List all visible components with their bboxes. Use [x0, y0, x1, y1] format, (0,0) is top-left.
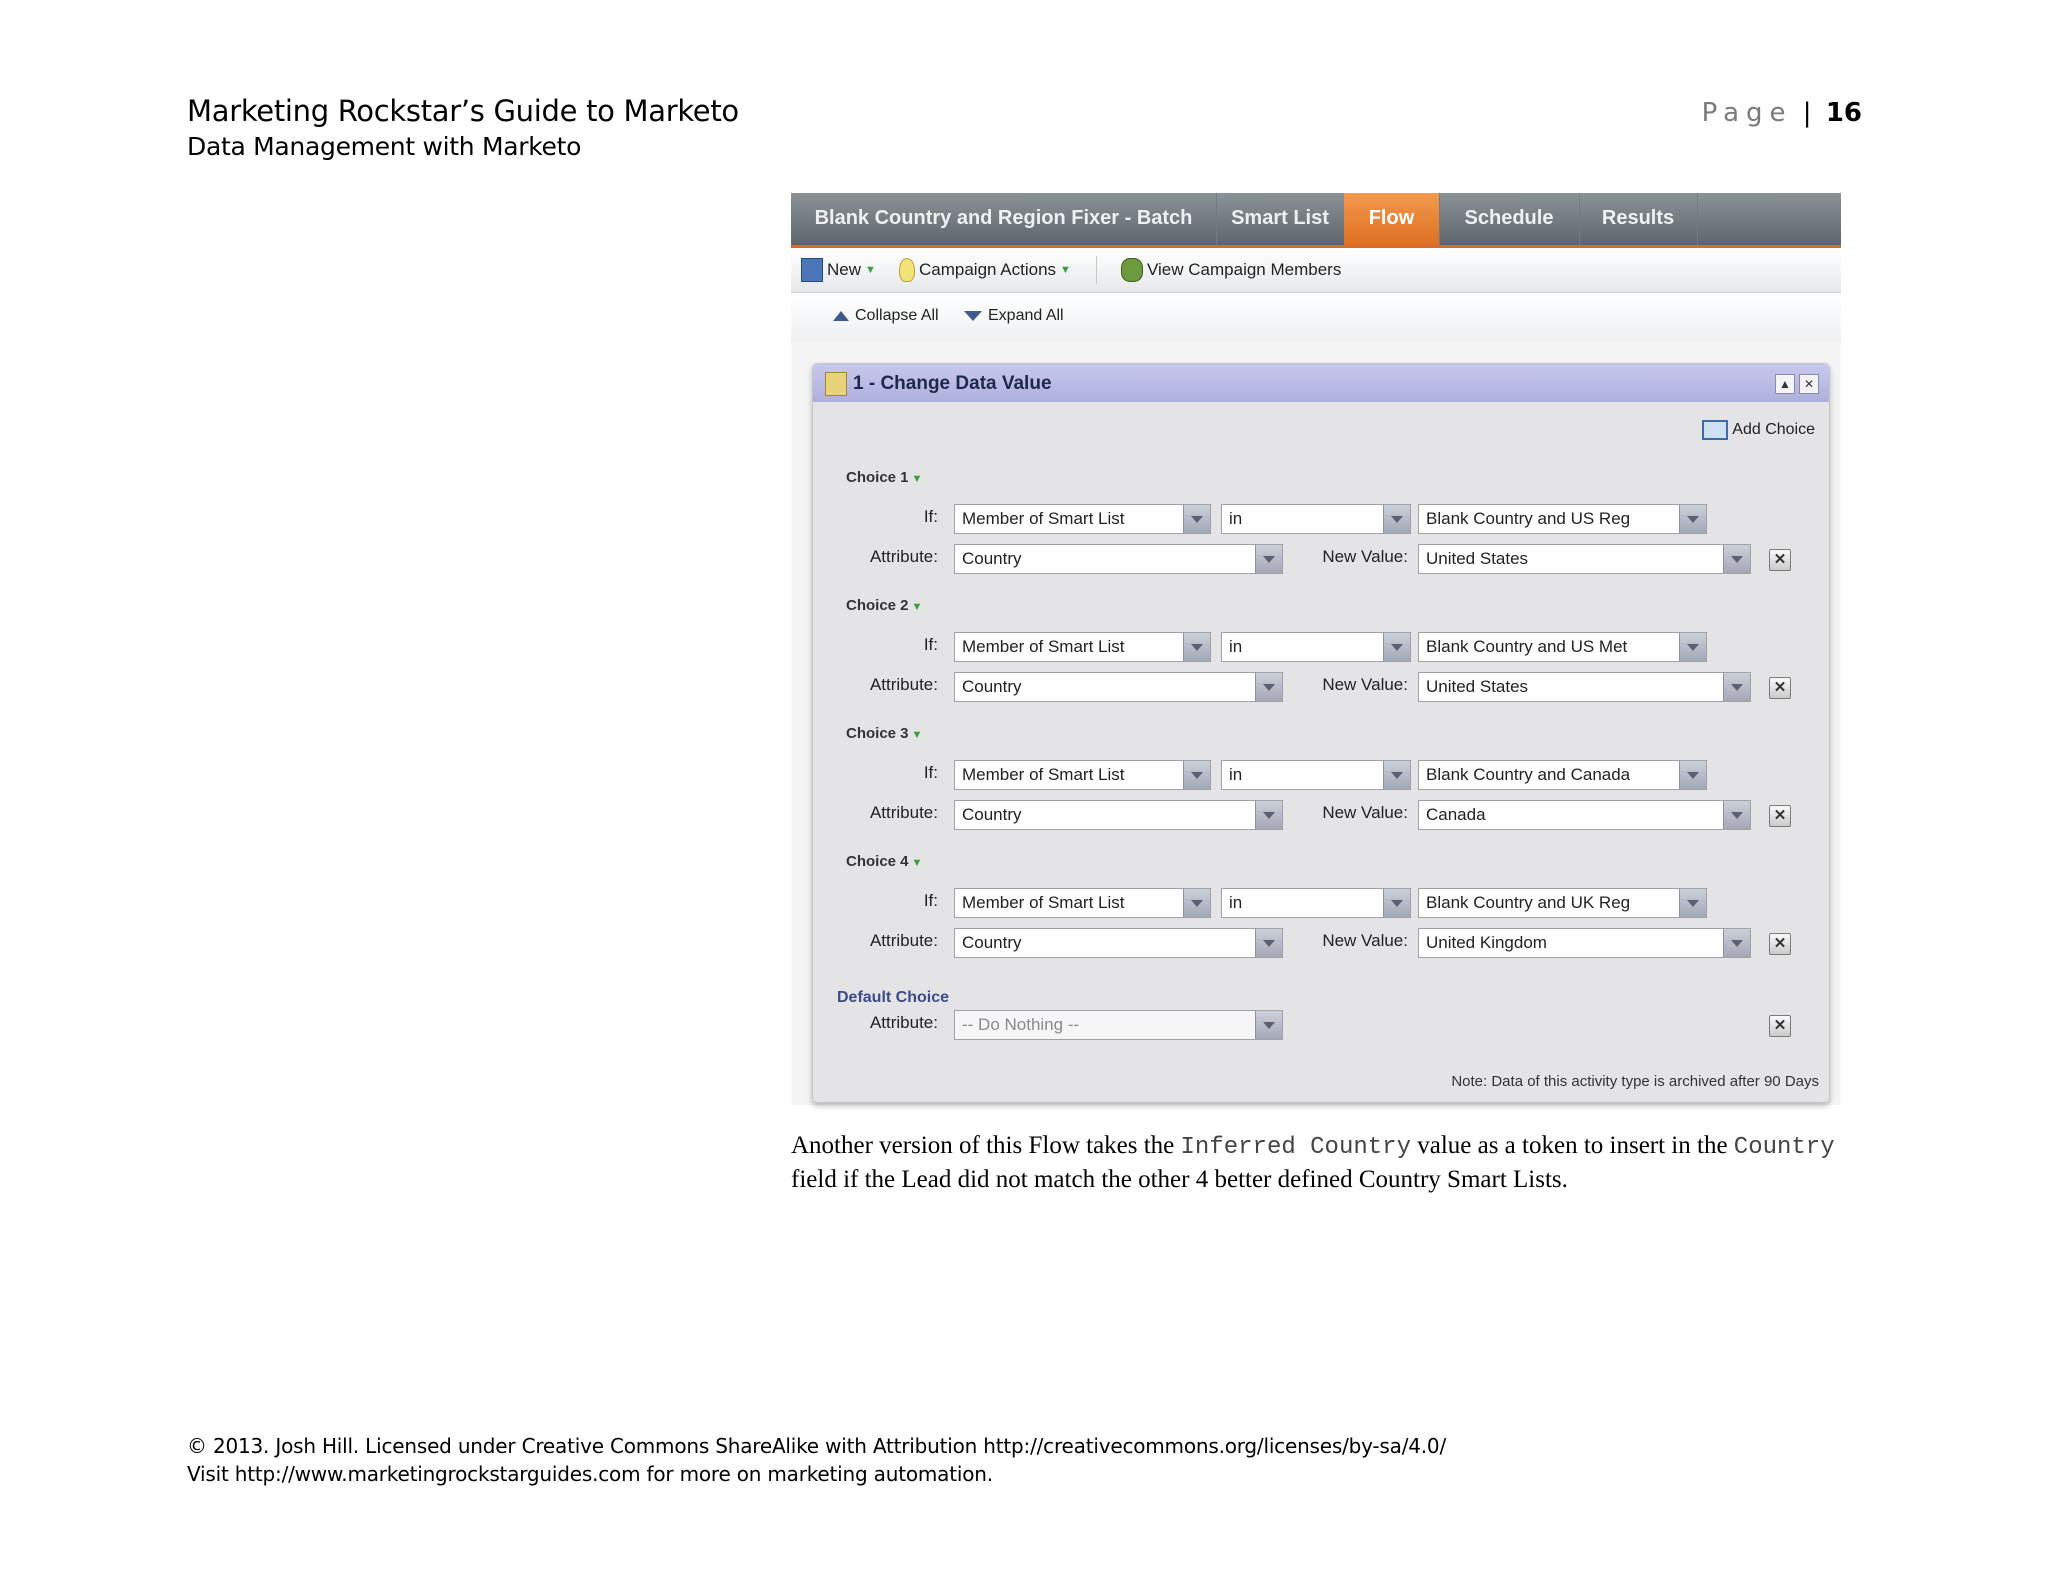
dropdown-icon	[1723, 929, 1750, 957]
if-label: If:	[923, 635, 938, 654]
attribute-label: Attribute:	[869, 675, 938, 694]
toolbar-divider	[1096, 256, 1097, 284]
tab-schedule[interactable]: Schedule	[1439, 193, 1580, 245]
page-number: 16	[1825, 98, 1862, 128]
archive-note: Note: Data of this activity type is archived after 90 Days	[1451, 1073, 1819, 1090]
new-value-input[interactable]: Canada	[1418, 800, 1751, 830]
page-word: Page	[1701, 98, 1793, 128]
add-choice-label: Add Choice	[1732, 421, 1815, 438]
dropdown-icon	[1723, 801, 1750, 829]
dropdown-icon	[1383, 633, 1410, 661]
flow-step-icon	[825, 372, 847, 396]
attribute-select[interactable]: Country	[954, 672, 1283, 702]
tab-smart-list[interactable]: Smart List	[1216, 193, 1345, 245]
if-field-select[interactable]: Member of Smart List	[954, 888, 1211, 918]
if-field-select[interactable]: Member of Smart List	[954, 632, 1211, 662]
new-icon	[801, 258, 823, 282]
operator-select[interactable]: in	[1221, 632, 1411, 662]
dropdown-icon	[1183, 505, 1210, 533]
dropdown-icon	[1183, 761, 1210, 789]
dropdown-icon	[1255, 545, 1282, 573]
delete-choice-icon[interactable]: ✕	[1769, 933, 1791, 955]
toolbar	[791, 248, 1841, 293]
dropdown-icon	[1383, 505, 1410, 533]
choice-label[interactable]: Choice 3 ▼	[846, 725, 923, 742]
attribute-label: Attribute:	[869, 1013, 938, 1032]
attribute-label: Attribute:	[869, 547, 938, 566]
attribute-select[interactable]: Country	[954, 800, 1283, 830]
dropdown-arrow-icon: ▼	[865, 264, 876, 276]
dropdown-arrow-icon: ▼	[1060, 264, 1071, 276]
members-icon	[1121, 258, 1143, 282]
expand-all-button[interactable]	[964, 307, 1064, 325]
caption-paragraph: Another version of this Flow takes the Inferred Country value as a token to insert in the Country field if the Lead did not match the other 4 better defined Country Smart Lists.	[791, 1132, 1835, 1193]
marketo-screenshot	[791, 193, 1841, 1105]
dropdown-icon	[1183, 633, 1210, 661]
add-choice-icon	[1702, 420, 1728, 440]
delete-choice-icon[interactable]: ✕	[1769, 677, 1791, 699]
default-attribute-select[interactable]: -- Do Nothing --	[954, 1010, 1283, 1040]
default-choice-label: Default Choice	[837, 989, 950, 1006]
dropdown-icon	[1255, 929, 1282, 957]
dropdown-icon	[1723, 673, 1750, 701]
new-value-input[interactable]: United States	[1418, 672, 1751, 702]
delete-choice-icon[interactable]: ✕	[1769, 805, 1791, 827]
if-field-select[interactable]: Member of Smart List	[954, 504, 1211, 534]
smart-list-select[interactable]: Blank Country and Canada	[1418, 760, 1707, 790]
operator-select[interactable]: in	[1221, 760, 1411, 790]
chevron-down-icon: ▼	[911, 857, 923, 869]
campaign-actions-menu-button[interactable]	[899, 258, 1071, 282]
new-value-input[interactable]: United States	[1418, 544, 1751, 574]
campaign-actions-label: Campaign Actions	[919, 260, 1057, 279]
new-value-label: New Value:	[1322, 675, 1408, 694]
new-value-label: New Value:	[1322, 547, 1408, 566]
new-value-input[interactable]: United Kingdom	[1418, 928, 1751, 958]
page-number-block	[1702, 98, 1862, 128]
if-label: If:	[923, 507, 938, 526]
country-code: Country	[1733, 1134, 1835, 1161]
choice-label[interactable]: Choice 2 ▼	[846, 597, 923, 614]
new-value-label: New Value:	[1322, 803, 1408, 822]
chevron-down-icon: ▼	[911, 601, 923, 613]
choice-label[interactable]: Choice 4 ▼	[846, 853, 923, 870]
footer-license: © 2013. Josh Hill. Licensed under Creative Commons ShareAlike with Attribution http://creativecommons.org/licenses/by-sa/4.0/	[187, 1434, 1446, 1458]
expand-all-label: Expand All	[988, 307, 1064, 324]
new-menu-button[interactable]	[801, 258, 876, 282]
page-separator: |	[1802, 98, 1812, 128]
close-icon[interactable]: ✕	[1799, 374, 1819, 394]
add-choice-button[interactable]	[1702, 420, 1815, 440]
chevron-down-icon: ▼	[911, 473, 923, 485]
tab-bar	[791, 193, 1841, 248]
delete-choice-icon[interactable]: ✕	[1769, 549, 1791, 571]
dropdown-icon	[1383, 761, 1410, 789]
view-members-label: View Campaign Members	[1147, 260, 1342, 279]
attribute-label: Attribute:	[869, 803, 938, 822]
view-campaign-members-button[interactable]	[1121, 258, 1341, 282]
dropdown-icon	[1679, 889, 1706, 917]
dropdown-icon	[1679, 761, 1706, 789]
panel-title: 1 - Change Data Value	[853, 373, 1052, 394]
if-field-select[interactable]: Member of Smart List	[954, 760, 1211, 790]
document-title: Marketing Rockstar’s Guide to Marketo	[187, 94, 739, 128]
dropdown-icon	[1255, 1011, 1282, 1039]
new-label: New	[827, 260, 862, 279]
operator-select[interactable]: in	[1221, 888, 1411, 918]
new-value-label: New Value:	[1322, 931, 1408, 950]
move-up-icon[interactable]: ▲	[1775, 374, 1795, 394]
dropdown-icon	[1183, 889, 1210, 917]
attribute-select[interactable]: Country	[954, 544, 1283, 574]
if-label: If:	[923, 763, 938, 782]
choice-label[interactable]: Choice 1 ▼	[846, 469, 923, 486]
footer-visit: Visit http://www.marketingrockstarguides.com for more on marketing automation.	[187, 1462, 993, 1486]
delete-choice-icon[interactable]: ✕	[1769, 1015, 1791, 1037]
dropdown-icon	[1679, 633, 1706, 661]
dropdown-icon	[1255, 801, 1282, 829]
smart-list-select[interactable]: Blank Country and UK Reg	[1418, 888, 1707, 918]
dropdown-icon	[1679, 505, 1706, 533]
smart-list-select[interactable]: Blank Country and US Reg	[1418, 504, 1707, 534]
tab-results[interactable]: Results	[1579, 193, 1698, 245]
smart-list-select[interactable]: Blank Country and US Met	[1418, 632, 1707, 662]
panel-header	[813, 364, 1829, 402]
chevron-down-icon: ▼	[911, 729, 923, 741]
expand-icon	[964, 311, 982, 321]
inferred-country-code: Inferred Country	[1180, 1134, 1411, 1161]
dropdown-icon	[1723, 545, 1750, 573]
attribute-label: Attribute:	[869, 931, 938, 950]
dropdown-icon	[1383, 889, 1410, 917]
collapse-all-label: Collapse All	[855, 307, 939, 324]
lightbulb-icon	[899, 258, 915, 282]
collapse-icon	[833, 311, 849, 321]
tab-program-name[interactable]: Blank Country and Region Fixer - Batch	[791, 193, 1217, 245]
if-label: If:	[923, 891, 938, 910]
tab-flow[interactable]: Flow	[1344, 193, 1440, 245]
collapse-all-button[interactable]	[833, 307, 939, 325]
expand-collapse-bar	[791, 293, 1841, 341]
change-data-value-panel	[812, 363, 1830, 1103]
operator-select[interactable]: in	[1221, 504, 1411, 534]
document-subtitle: Data Management with Marketo	[187, 132, 582, 161]
dropdown-icon	[1255, 673, 1282, 701]
attribute-select[interactable]: Country	[954, 928, 1283, 958]
